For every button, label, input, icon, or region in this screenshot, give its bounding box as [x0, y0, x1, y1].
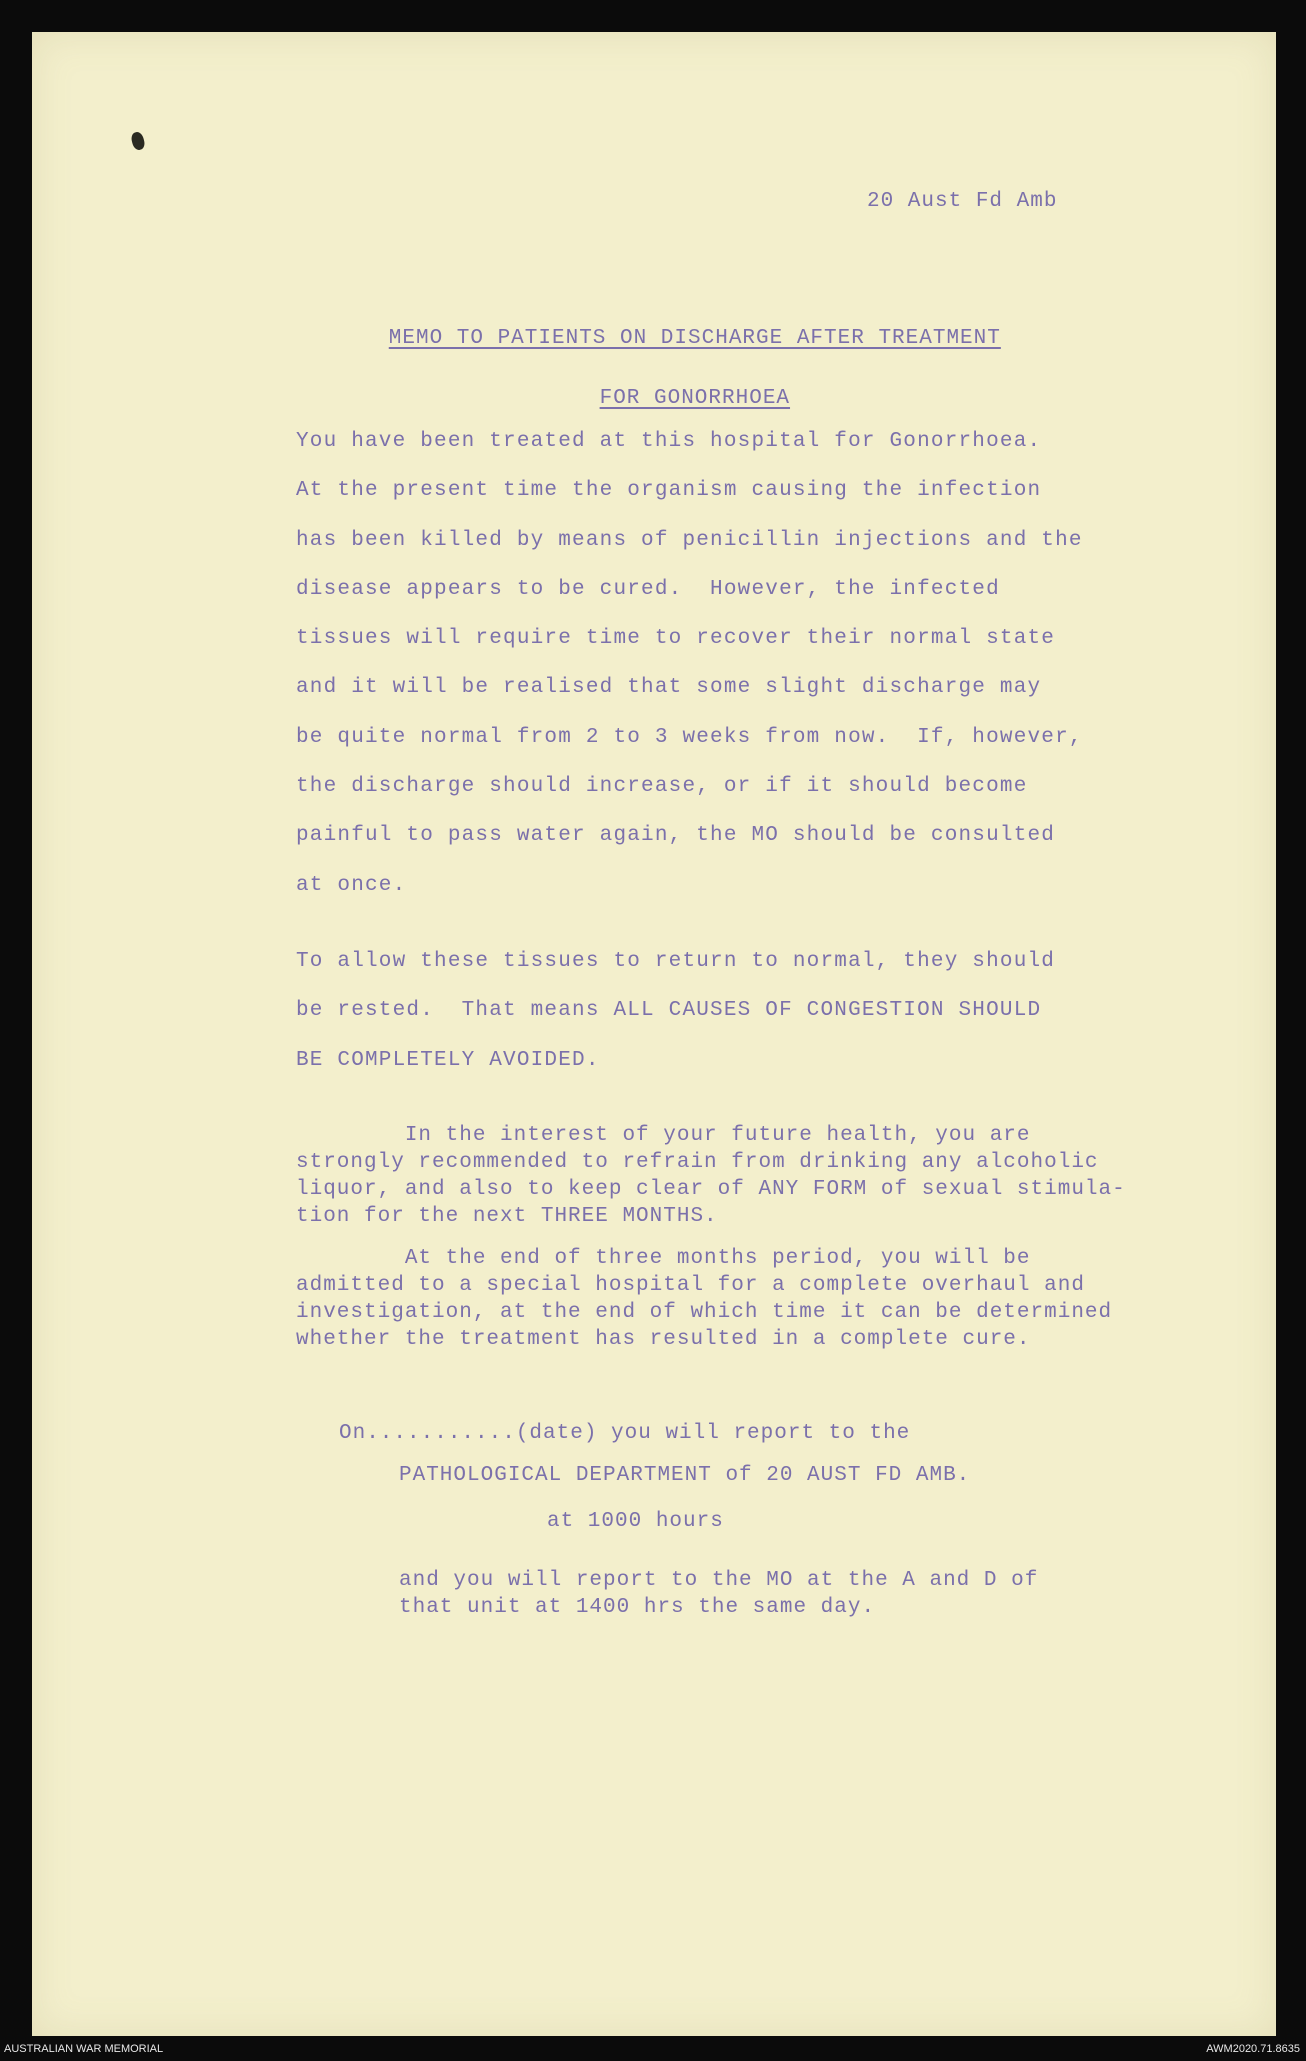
footer-institution: AUSTRALIAN WAR MEMORIAL: [4, 2043, 164, 2055]
memo-page: [32, 32, 1276, 2036]
report-date-line: On...........(date) you will report to the: [339, 1422, 911, 1445]
report-final-instructions: and you will report to the MO at the A and D of that unit at 1400 hrs the same day.: [399, 1569, 1039, 1619]
footer-accession-number: AWM2020.71.8635: [1206, 2043, 1300, 2055]
unit-name: 20 Aust Fd Amb: [867, 190, 1058, 213]
report-department-line: PATHOLOGICAL DEPARTMENT of 20 AUST FD AMB.: [399, 1464, 971, 1487]
paragraph-rest: To allow these tissues to return to normal, they should be rested. That means ALL CAUSES OF CONGESTION SHOULD BE COMPLETELY AVOIDED.: [296, 950, 1056, 1072]
paragraph-treatment: You have been treated at this hospital for Gonorrhoea. At the present time the organism causing the infection has been killed by means of penicillin injections and the disease appears to be cured. However, the infected tissues will require time to recover their normal state and it will be realised that some slight discharge may be quite normal from 2 to 3 weeks from now. If, however, the discharge should increase, or if it should become painful to pass water again, the MO should be consulted at once.: [296, 430, 1083, 897]
memo-title-line-1: MEMO TO PATIENTS ON DISCHARGE AFTER TREATMENT: [388, 327, 1001, 350]
report-time-line: at 1000 hours: [547, 1510, 724, 1533]
paragraph-followup: At the end of three months period, you will be admitted to a special hospital for a complete overhaul and investigation, at the end of which time it can be determined whether the treatment has resulted in a complete cure.: [296, 1247, 1113, 1351]
paragraph-recommendation: In the interest of your future health, you are strongly recommended to refrain from drinking any alcoholic liquor, and also to keep clear of ANY FORM of sexual stimula- tion for the next THREE MONTHS.: [296, 1124, 1126, 1228]
punch-hole-mark: [130, 131, 146, 151]
memo-title-line-2: FOR GONORRHOEA: [599, 387, 791, 410]
